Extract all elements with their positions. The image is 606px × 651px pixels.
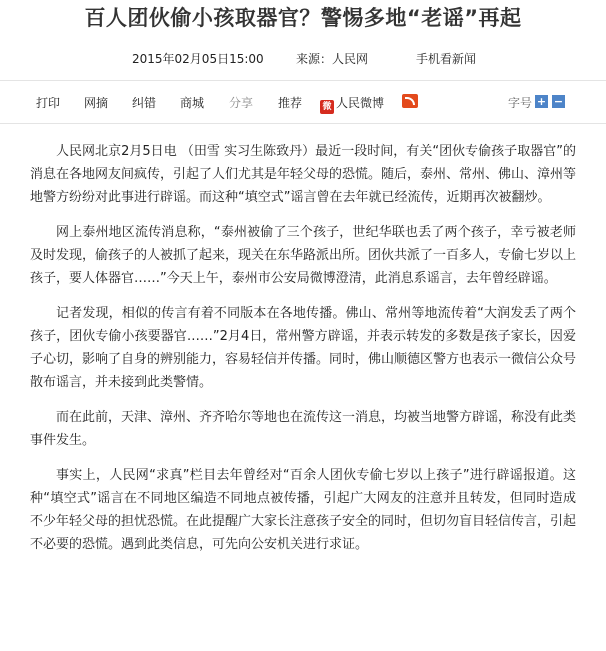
paragraph: 人民网北京2月5日电 （田雪 实习生陈致丹）最近一段时间，有关“团伙专偷孩子取器官”的消息在各地网友间疯传，引起了人们尤其是年轻父母的恐慌。随后，泰州、常州、佛山、漳州等地警方纷纷对此事进行辟谣。而这种“填空式”谣言曾在去年就已经流传，近期再次被翻炒。 [30, 144, 577, 205]
font-increase-button[interactable]: + [536, 95, 547, 108]
correction-button[interactable]: 纠错 [132, 96, 157, 110]
recommend-button[interactable]: 推荐 [278, 96, 303, 110]
print-button[interactable]: 打印 [36, 96, 61, 110]
source-link[interactable]: 人民网 [332, 52, 369, 66]
publish-datetime: 2015年02月05日15:00 [132, 52, 264, 66]
font-decrease-button[interactable]: − [553, 95, 564, 108]
web-digest-button[interactable]: 网摘 [84, 96, 109, 110]
paragraph: 而在此前，天津、漳州、齐齐哈尔等地也在流传这一消息，均被当地警方辟谣，称没有此类事件发生。 [30, 410, 577, 448]
weibo-label: 人民微博 [336, 96, 385, 110]
weibo-button[interactable] [320, 94, 384, 114]
mobile-news-link[interactable]: 手机看新闻 [416, 52, 477, 66]
article-meta [0, 50, 606, 70]
article-title: 百人团伙偷小孩取器官？警惕多地“老谣”再起 [84, 6, 522, 30]
font-size-label: 字号 [508, 96, 533, 110]
mall-button[interactable]: 商城 [180, 96, 205, 110]
rss-icon[interactable] [402, 94, 418, 108]
share-button[interactable]: 分享 [229, 96, 254, 110]
divider-top [0, 80, 606, 81]
article-toolbar [0, 86, 606, 118]
divider-bottom [0, 123, 606, 124]
weibo-icon: 微 [320, 100, 334, 114]
source [296, 50, 368, 67]
paragraph: 网上泰州地区流传消息称，“泰州被偷了三个孩子，世纪华联也丢了两个孩子，幸亏被老师及时发现，偷孩子的人被抓了起来，现关在东华路派出所。团伙共派了一百多人，专偷七岁以上孩子，要人体器官……”今天上午，泰州市公安局微博澄清，此消息系谣言，去年曾经辟谣。 [30, 225, 577, 286]
paragraph: 记者发现，相似的传言有着不同版本在各地传播。佛山、常州等地流传着“大润发丢了两个孩子，团伙专偷小孩要器官……”2月4日，常州警方辟谣，并表示转发的多数是孩子家长，因爱子心切，影响了自身的辨别能力，容易轻信并传播。同时，佛山顺德区警方也表示一微信公众号散布谣言，并未接到此类警情。 [30, 306, 577, 390]
source-label: 来源： [296, 52, 333, 66]
paragraph: 事实上，人民网“求真”栏目去年曾经对“百余人团伙专偷七岁以上孩子”进行辟谣报道。这种“填空式”谣言在不同地区编造不同地点被传播，引起广大网友的注意并且转发，但同时造成不少年轻父母的担忧恐慌。在此提醒广大家长注意孩子安全的同时，但切勿盲目轻信传言，引起不必要的恐慌。遇到此类信息，可先向公安机关进行求证。 [30, 468, 577, 552]
article-body [30, 140, 576, 568]
